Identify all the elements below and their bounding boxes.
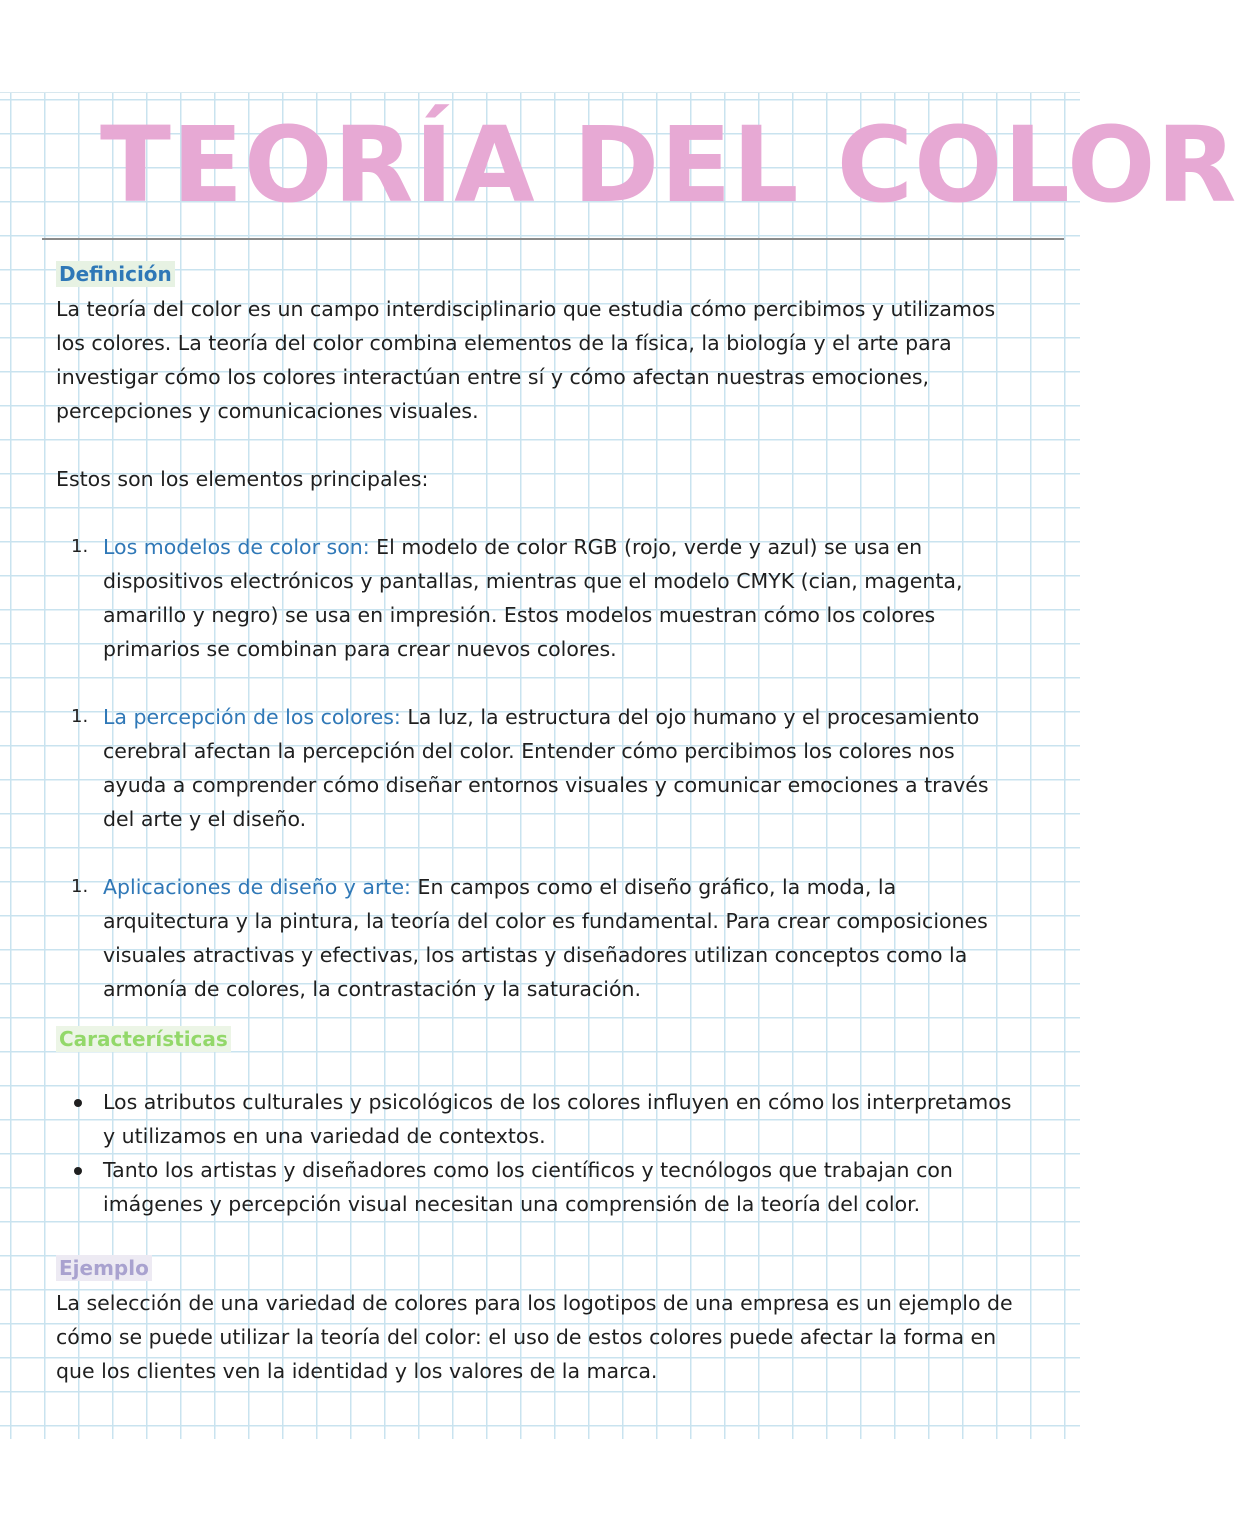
elements-section [56,462,1016,1006]
item-text: El modelo de color RGB (rojo, verde y azul) se usa en dispositivos electrónicos y pantallas, mientras que el modelo CMYK (cian, magenta, amarillo y negro) se usa en impresión. Estos modelos muestran cómo los colores primarios se combinan para crear nuevos colores. [103,535,963,661]
page-title: TEORÍA DEL COLOR [100,104,1238,226]
bullet-text: Los atributos culturales y psicológicos de los colores influyen en cómo los interpretamos y utilizamos en una variedad de contextos. [103,1090,1012,1148]
item-text: En campos como el diseño gráfico, la moda, la arquitectura y la pintura, la teoría del color es fundamental. Para crear composiciones visuales atractivas y efectivas, los artistas y diseñadores utilizan conceptos como la armonía de colores, la contrastación y la saturación. [103,875,988,1001]
list-number: 1. [71,706,89,727]
item-text: La luz, la estructura del ojo humano y el procesamiento cerebral afectan la percepción del color. Entender cómo percibimos los colores nos ayuda a comprender cómo diseñar entornos visuales y comunicar emociones a través del arte y el diseño. [103,705,989,831]
list-item [56,700,1016,836]
spacer [56,496,1016,530]
example-section [56,1251,1016,1388]
definition-section [56,257,1016,428]
item-term: La percepción de los colores: [103,705,401,729]
list-item [56,1153,1016,1221]
title-divider [42,238,1064,240]
definition-text: La teoría del color es un campo interdisciplinario que estudia cómo percibimos y utilizamos los colores. La teoría del color combina elementos de la física, la biología y el arte para investigar cómo los colores interactúan entre sí y cómo afectan nuestras emociones, percepciones y comunicaciones visuales. [56,297,996,423]
spacer [56,1221,1016,1251]
item-term: Aplicaciones de diseño y arte: [103,875,411,899]
bullet-text: Tanto los artistas y diseñadores como los científicos y tecnólogos que trabajan con imágenes y percepción visual necesitan una comprensión de la teoría del color. [103,1158,953,1216]
characteristics-section [56,1022,1016,1221]
list-item [56,1085,1016,1153]
list-item [56,530,1016,666]
characteristics-list [56,1085,1016,1221]
item-term: Los modelos de color son: [103,535,370,559]
list-item [56,870,1016,1006]
list-number: 1. [71,536,89,557]
page-content [56,257,1016,1388]
example-heading: Ejemplo [56,1255,152,1281]
spacer [56,428,1016,462]
characteristics-heading: Características [56,1026,231,1052]
notebook-page [0,92,1238,1439]
definition-heading: Definición [56,261,175,287]
bullet-icon [74,1099,82,1107]
list-number: 1. [71,876,89,897]
spacer [56,1057,1016,1085]
elements-intro: Estos son los elementos principales: [56,467,429,491]
elements-list [56,530,1016,1006]
bullet-icon [74,1167,82,1175]
example-text: La selección de una variedad de colores para los logotipos de una empresa es un ejemplo de cómo se puede utilizar la teoría del color: el uso de estos colores puede afectar la forma en que los clientes ven la identidad y los valores de la marca. [56,1291,1013,1383]
